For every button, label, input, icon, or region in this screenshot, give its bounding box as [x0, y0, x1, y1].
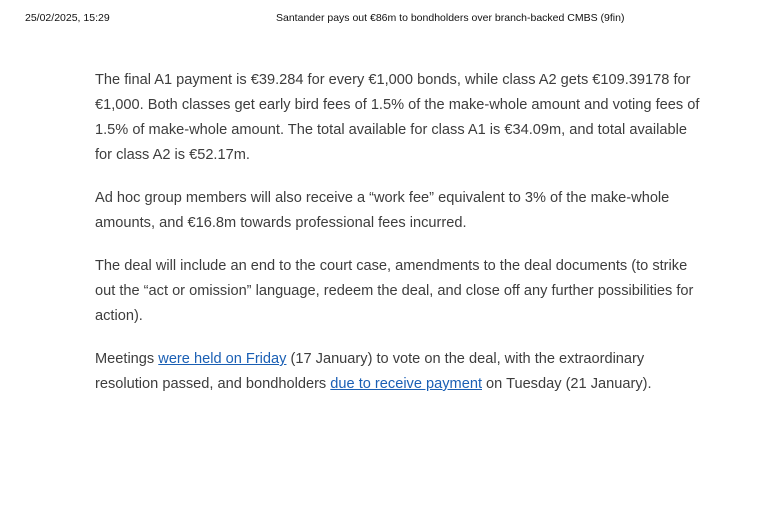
- paragraph-payments: The final A1 payment is €39.284 for every €1,000 bonds, while class A2 gets €109.39178 for €1,000. Both classes get early bird fees of 1.5% of the make-whole amount and voting fees of 1.5% of make-whole amount. The total available for class A1 is €34.09m, and total available for class A2 is €52.17m.: [95, 72, 700, 163]
- link-held-on-friday[interactable]: were held on Friday: [158, 351, 287, 367]
- print-page-title: Santander pays out €86m to bondholders over branch-backed CMBS (9fin): [276, 12, 625, 24]
- link-due-to-receive-payment[interactable]: due to receive payment: [330, 376, 482, 392]
- article-body: [95, 68, 705, 415]
- meetings-text-end: on Tuesday (21 January).: [482, 376, 652, 392]
- paragraph-deal-terms: The deal will include an end to the court case, amendments to the deal documents (to strike out the “act or omission” language, redeem the deal, and close off any further possibilities for action).: [95, 258, 694, 324]
- paragraph-meetings: [95, 347, 705, 397]
- paragraph-work-fee: Ad hoc group members will also receive a “work fee” equivalent to 3% of the make-whole amounts, and €16.8m towards professional fees incurred.: [95, 190, 670, 231]
- print-datetime: 25/02/2025, 15:29: [25, 12, 110, 24]
- print-header: [0, 12, 778, 28]
- meetings-text-start: Meetings: [95, 351, 159, 367]
- meetings-text-middle: (17 January) to vote on the deal, with the extraordinary resolution passed, and bondholders: [95, 351, 645, 392]
